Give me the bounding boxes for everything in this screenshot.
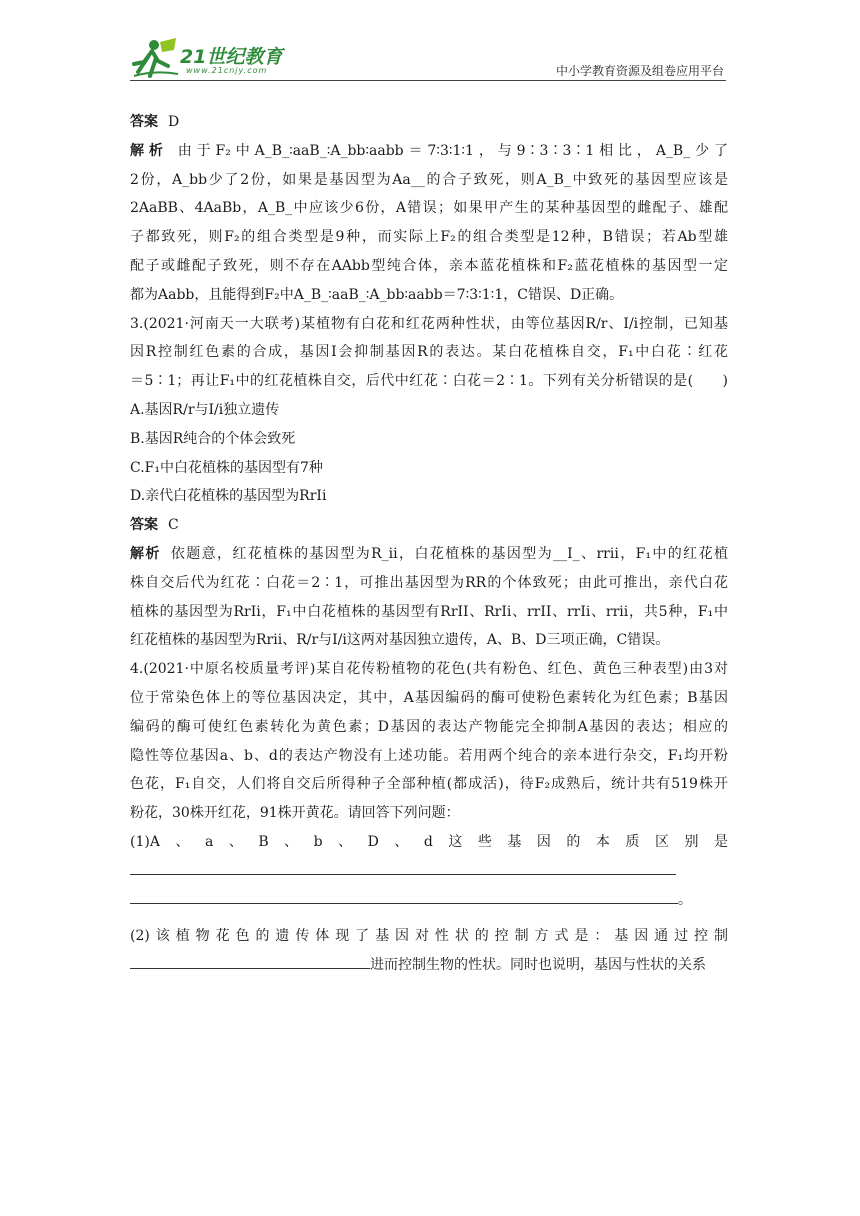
sub2-continuation: 进而控制生物的性状。同时也说明，基因与性状的关系 [370, 957, 706, 974]
q2-analysis-line: 配子或雌配子致死，则不存在AAbb型纯合体，亲本蓝花植株和F₂蓝花植株的基因型一定 [130, 257, 728, 274]
analysis-label: 解析 [130, 545, 161, 562]
q4-stem-line: 色花，F₁自交，人们将自交后所得种子全部种植(都成活)，待F₂成熟后，统计共有519株开 [130, 776, 728, 793]
q4-sub1-blank-line [130, 886, 728, 915]
q2-analysis-line: 子都致死，则F₂的组合类型是9种，而实际上F₂的组合类型是12种，B错误；若Ab型雄 [130, 229, 728, 246]
answer-label: 答案 [130, 517, 158, 534]
q4-stem-line: 隐性等位基因a、b、d的表达产物没有上述功能。若用两个纯合的亲本进行杂交，F₁均开粉 [130, 747, 728, 764]
page-header [130, 36, 726, 80]
answer-label: 答案 [130, 114, 158, 130]
q3-stem-line: ＝5∶1；再让F₁中的红花植株自交，后代中红花∶白花＝2∶1。下列有关分析错误的是( ) [130, 373, 728, 390]
q3-analysis-line: 红花植株的基因型为Rrii、R/r与I/i这两对基因独立遗传，A、B、D三项正确，C错误。 [130, 632, 670, 649]
header-divider [130, 80, 726, 81]
q2-answer [130, 108, 728, 137]
analysis-label: 解析 [130, 142, 168, 159]
analysis-text: 由于F₂中A_B_∶aaB_∶A_bb∶aabb＝7∶3∶1∶1，与9∶3∶3∶1相比，A_B_少了 [177, 142, 728, 159]
q4-stem-line: 粉花，30株开红花，91株开黄花。请回答下列问题： [130, 805, 460, 822]
site-name: 中小学教育资源及组卷应用平台 [555, 64, 724, 78]
q3-stem-line: 因R控制红色素的合成，基因I会抑制基因R的表达。某白花植株自交，F₁中白花∶红花 [130, 344, 728, 361]
q3-stem-line: 3.(2021·河南天一大联考)某植物有白花和红花两种性状，由等位基因R/r、I/i控制，已知基 [130, 315, 728, 332]
analysis-text: 依题意，红花植株的基因型为R_ii，白花植株的基因型为__I_、rrii，F₁中的红花植 [170, 545, 728, 562]
q3-analysis-line: 植株的基因型为RrIi，F₁中白花植株的基因型有RrII、RrIi、rrII、rrIi、rrii，共5种，F₁中 [130, 603, 728, 620]
q3-answer [130, 511, 728, 540]
q2-analysis-line: 2份，A_bb少了2份，如果是基因型为Aa__的合子致死，则A_B_中致死的基因型应该是 [130, 171, 728, 188]
logo-text: 21世纪教育 [180, 46, 283, 68]
q3-analysis-line [130, 540, 728, 569]
q2-analysis-line [130, 137, 728, 166]
q4-sub2-line: (2)该植物花色的遗传体现了基因对性状的控制方式是：基因通过控制 [130, 928, 728, 945]
answer-value: D [168, 114, 180, 130]
document-body [130, 108, 728, 980]
q2-analysis-line: 2AaBB、4AaBb，A_B_中应该少6份，A错误；如果甲产生的某种基因型的雌配子、雄配 [130, 200, 728, 217]
q3-option-c: C.F₁中白花植株的基因型有7种 [130, 459, 323, 476]
answer-blank[interactable] [130, 952, 370, 969]
q3-option-a: A.基因R/r与I/i独立遗传 [130, 401, 280, 418]
q4-sub2-line [130, 951, 728, 980]
sub1-end-mark: 。 [678, 891, 692, 908]
q4-sub1: (1)A、a、B、b、D、d这些基因的本质区别是 [130, 833, 728, 850]
q4-stem-line: 编码的酶可使红色素转化为黄色素；D基因的表达产物能完全抑制A基因的表达；相应的 [130, 718, 728, 735]
q3-option-b: B.基因R纯合的个体会致死 [130, 430, 296, 447]
q3-option-d: D.亲代白花植株的基因型为RrIi [130, 488, 327, 505]
q2-analysis-line: 都为Aabb，且能得到F₂中A_B_∶aaB_∶A_bb∶aabb＝7∶3∶1∶1，C错误、D正确。 [130, 286, 624, 303]
q4-sub1-blank-line [130, 857, 728, 886]
q4-stem-line: 4.(2021·中原名校质量考评)某自花传粉植物的花色(共有粉色、红色、黄色三种表型)由3对 [130, 661, 728, 678]
answer-blank[interactable] [130, 858, 676, 875]
answer-value: C [168, 517, 179, 534]
q3-analysis-line: 株自交后代为红花∶白花＝2∶1，可推出基因型为RR的个体致死；由此可推出，亲代白花 [130, 574, 728, 591]
q4-stem-line: 位于常染色体上的等位基因决定，其中，A基因编码的酶可使粉色素转化为红色素；B基因 [130, 689, 728, 706]
site-logo [130, 36, 300, 80]
runner-logo-icon [130, 36, 180, 80]
logo-url: www.21cnjy.com [186, 66, 268, 75]
answer-blank[interactable] [130, 887, 678, 904]
